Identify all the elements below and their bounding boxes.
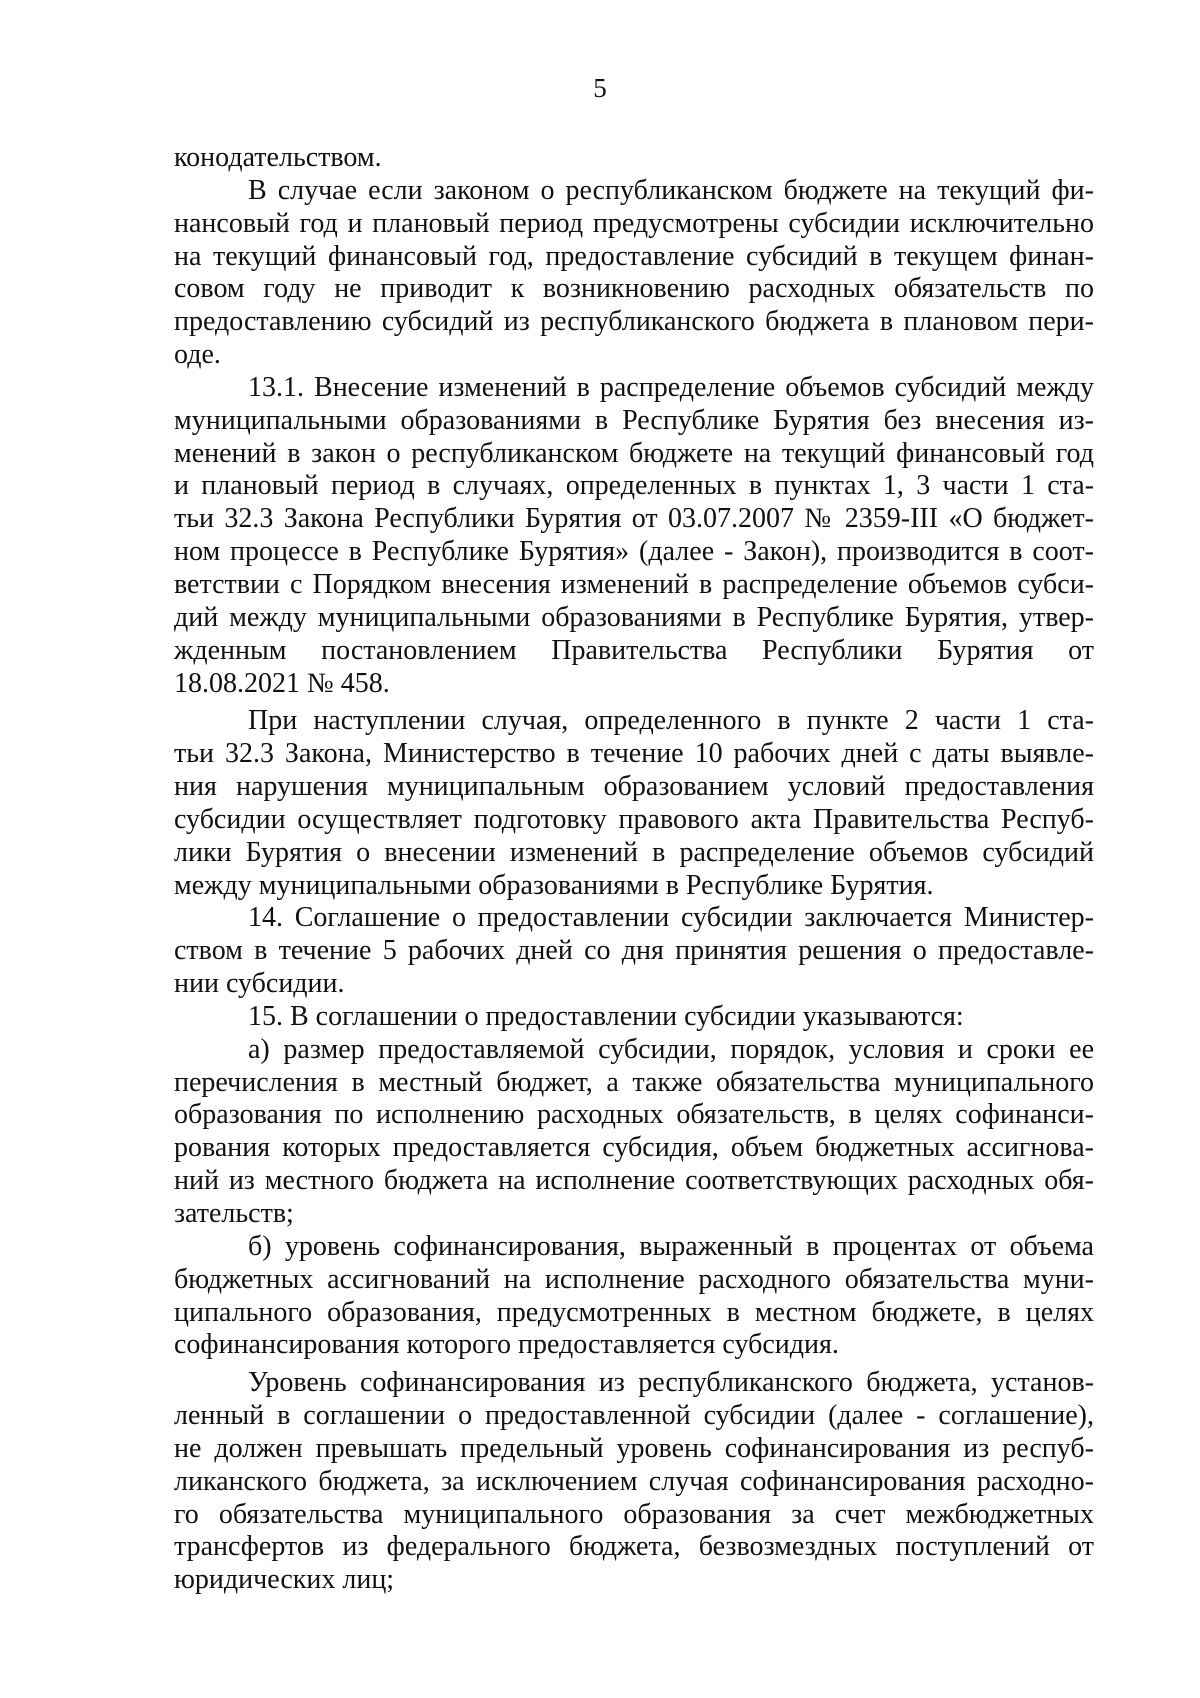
text-line: 13.1. Внесение изменений в распределение объемов субсидий между xyxy=(248,371,1094,403)
paragraph-15-a xyxy=(174,1034,1094,1231)
document-body xyxy=(174,142,1094,1597)
text-line: Уровень софинансирования из республиканского бюджета, установ- xyxy=(248,1367,1094,1399)
text-line: ликанского бюджета, за исключением случая софинансирования расходно- xyxy=(174,1465,1094,1497)
text-line: ний из местного бюджета на исполнение соответствующих расходных обя- xyxy=(174,1165,1094,1197)
text-line: нансовый год и плановый период предусмотрены субсидии исключительно xyxy=(174,207,1094,239)
text-line: б) уровень софинансирования, выраженный в процентах от объема xyxy=(248,1230,1094,1262)
text-line: а) размер предоставляемой субсидии, порядок, условия и сроки ее xyxy=(248,1033,1094,1065)
text-line: зательств; xyxy=(174,1198,294,1229)
text-line: предоставлению субсидий из республиканского бюджета в плановом пери- xyxy=(174,306,1094,338)
text-line: дий между муниципальными образованиями в Республике Бурятия, утвер- xyxy=(174,601,1094,633)
text-line: В случае если законом о республиканском бюджете на текущий фи- xyxy=(248,174,1094,206)
paragraph-13-1 xyxy=(174,372,1094,700)
text-line: го обязательства муниципального образования за счет межбюджетных xyxy=(174,1498,1094,1530)
text-line: жденным постановлением Правительства Республики Бурятия от xyxy=(174,634,1094,666)
text-line: ством в течение 5 рабочих дней со дня принятия решения о предоставле- xyxy=(174,935,1094,967)
text-line: тьи 32.3 Закона, Министерство в течение 10 рабочих дней с даты выявле- xyxy=(174,738,1094,770)
text-line: ном процессе в Республике Бурятия» (далее - Закон), производится в соот- xyxy=(174,536,1094,568)
text-line: ветствии с Порядком внесения изменений в распределение объемов субси- xyxy=(174,568,1094,600)
paragraph-14 xyxy=(174,902,1094,1001)
text-line: ния нарушения муниципальным образованием условий предоставления xyxy=(174,771,1094,803)
text-line: муниципальными образованиями в Республике Бурятия без внесения из- xyxy=(174,404,1094,436)
text-line: субсидии осуществляет подготовку правового акта Правительства Респуб- xyxy=(174,803,1094,835)
page-number: 5 xyxy=(593,73,607,103)
text-line: лики Бурятия о внесении изменений в распределение объемов субсидий xyxy=(174,836,1094,868)
text-line: образования по исполнению расходных обязательств, в целях софинанси- xyxy=(174,1099,1094,1131)
text-line: бюджетных ассигнований на исполнение расходного обязательства муни- xyxy=(174,1263,1094,1295)
text-line: 18.08.2021 № 458. xyxy=(174,667,390,699)
text-line: нии субсидии. xyxy=(174,968,345,1000)
paragraph-continuation xyxy=(174,142,1094,175)
text-line: менений в закон о республиканском бюджете на текущий финансовый год xyxy=(174,437,1094,469)
paragraph-15 xyxy=(174,1001,1094,1034)
text-line: ленный в соглашении о предоставленной субсидии (далее - соглашение), xyxy=(174,1400,1094,1432)
text-line: 14. Соглашение о предоставлении субсидии заключается Министер- xyxy=(248,902,1094,934)
text-line: перечисления в местный бюджет, а также обязательства муниципального xyxy=(174,1066,1094,1098)
text-line: между муниципальными образованиями в Республике Бурятия. xyxy=(174,869,934,901)
text-line: ципального образования, предусмотренных в местном бюджете, в целях xyxy=(174,1296,1094,1328)
text-line: совом году не приводит к возникновению расходных обязательств по xyxy=(174,273,1094,305)
text-line: рования которых предоставляется субсидия, объем бюджетных ассигнова- xyxy=(174,1132,1094,1164)
text-line: и плановый период в случаях, определенных в пунктах 1, 3 части 1 ста- xyxy=(174,470,1094,502)
text-line: оде. xyxy=(174,339,221,371)
text-line: трансфертов из федерального бюджета, безвозмездных поступлений от xyxy=(174,1531,1094,1563)
text-line: При наступлении случая, определенного в пункте 2 части 1 ста- xyxy=(248,705,1094,737)
text-line: не должен превышать предельный уровень софинансирования из респуб- xyxy=(174,1432,1094,1464)
paragraph-15-b xyxy=(174,1231,1094,1362)
text-line: 15. В соглашении о предоставлении субсидии указываются: xyxy=(248,1000,964,1032)
text-line: конодательством. xyxy=(174,142,382,173)
text-line: юридических лиц; xyxy=(174,1564,395,1596)
paragraph-subsidies-current-year xyxy=(174,175,1094,372)
paragraph-cofinancing-level xyxy=(174,1367,1094,1597)
text-line: софинансирования которого предоставляется субсидия. xyxy=(174,1329,839,1361)
paragraph-case-point-2 xyxy=(174,705,1094,902)
text-line: на текущий финансовый год, предоставление субсидий в текущем финан- xyxy=(174,240,1094,272)
text-line: тьи 32.3 Закона Республики Бурятия от 03.07.2007 № 2359-III «О бюджет- xyxy=(174,503,1094,535)
